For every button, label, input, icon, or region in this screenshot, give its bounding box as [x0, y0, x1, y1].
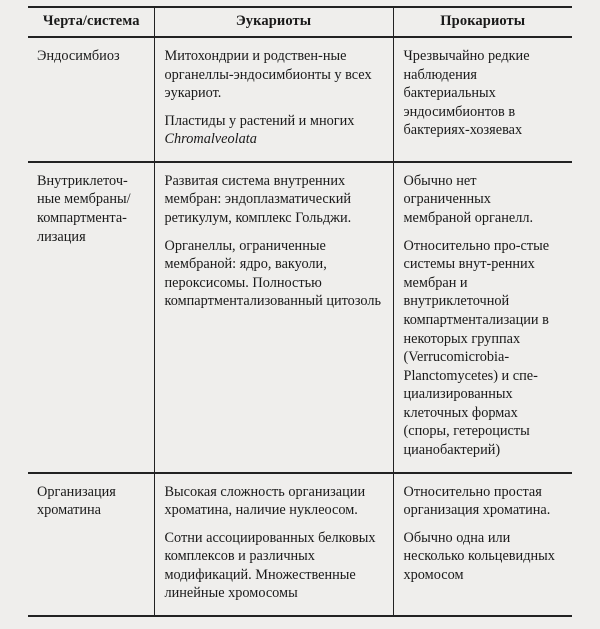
table-body: [28, 37, 572, 616]
scientific-name: Chromalveolata: [164, 131, 257, 148]
cell-feature: [28, 473, 154, 616]
column-header-feature: Черта/система: [28, 7, 154, 37]
paragraph: Органеллы, ограниченные мембраной: ядро, вакуоли, пероксисомы. Полностью компартментализованный цитозоль: [164, 237, 382, 310]
paragraph: [165, 112, 383, 149]
paragraph: Относительно простая организация хроматина.: [403, 483, 551, 519]
cell-prokaryotes: [393, 162, 572, 473]
paragraph: Обычно нет ограниченных мембраной органелл.: [403, 172, 534, 227]
paragraph: Обычно одна или несколько кольцевидных хромосом: [403, 529, 555, 583]
cell-eukaryotes: [154, 162, 393, 473]
cell-feature: [28, 37, 154, 162]
feature-label: Эндосимбиоз: [37, 48, 120, 64]
cell-eukaryotes: [154, 473, 393, 616]
paragraph: Митохондрии и родствен-ные органеллы-эндосимбионты у всех эукариот.: [164, 48, 372, 102]
table-header-row: [28, 7, 572, 37]
cell-feature: [28, 162, 154, 473]
paragraph: Относительно про-стые системы внут-ренних мембран и внутриклеточной компартментализации в некоторых группах (Verrucomicrobia-Planctomycetes) и спе-циализированных клеточных формах (споры, гетероцисты цианобактерий): [403, 237, 550, 458]
table-row: [28, 473, 572, 616]
feature-label: Организация хроматина: [37, 483, 116, 519]
table-row: [28, 37, 572, 162]
paragraph: Сотни ассоциированных белковых комплексов и различных модификаций. Множественные линейные хромосомы: [164, 529, 376, 602]
paragraph: Развитая система внутренних мембран: эндоплазматический ретикулум, комплекс Гольджи.: [164, 172, 352, 227]
paragraph: Высокая сложность организации хроматина, наличие нуклеосом.: [164, 483, 366, 519]
column-header-eukaryotes: Эукариоты: [154, 7, 393, 37]
cell-eukaryotes: [154, 37, 393, 162]
cell-prokaryotes: [393, 473, 572, 616]
paragraph: Чрезвычайно редкие наблюдения бактериальных эндосимбионтов в бактериях-хозяевах: [403, 48, 530, 139]
table-header: [28, 7, 572, 37]
column-header-prokaryotes: Прокариоты: [393, 7, 572, 37]
paragraph-text: Пластиды у растений и многих: [164, 112, 355, 129]
cell-prokaryotes: [393, 37, 572, 162]
feature-label: Внутриклеточ-ные мембраны/ компартмента-лизация: [37, 172, 131, 245]
comparison-table: [28, 6, 572, 617]
table-row: [28, 162, 572, 473]
comparison-table-container: [28, 6, 572, 617]
